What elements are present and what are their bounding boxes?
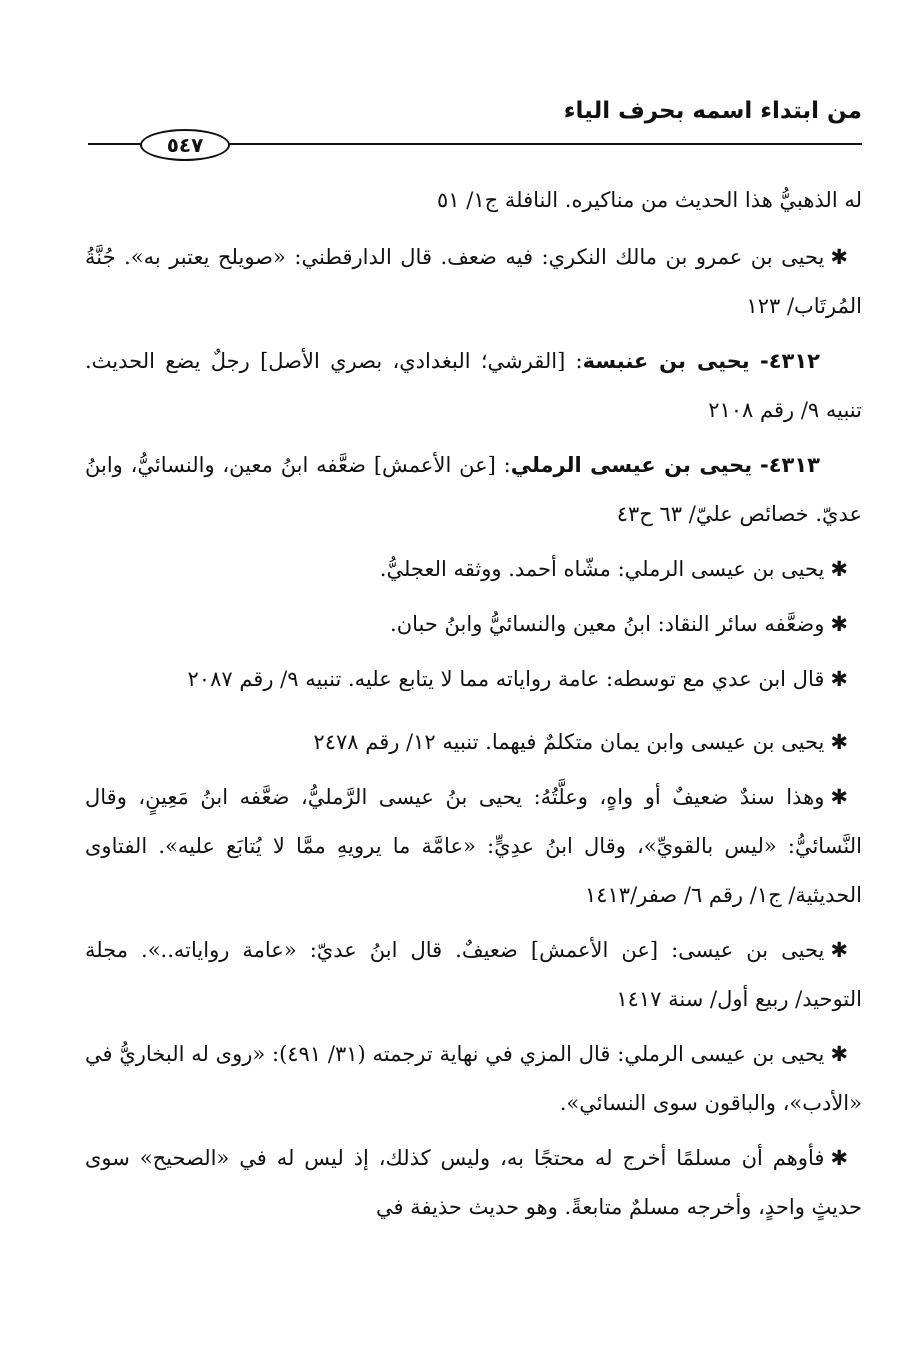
running-title: من ابتداء اسمه بحرف الياء <box>563 98 862 124</box>
star-icon: ✱ <box>830 938 848 962</box>
entry-name: يحيى بن عيسى الرملي <box>510 453 753 477</box>
star-icon: ✱ <box>830 1042 848 1066</box>
star-note <box>85 926 862 1024</box>
paragraph-text: يحيى بن عيسى: [عن الأعمش] ضعيفٌ. قال ابنُ عديّ: «عامة رواياته..». مجلة التوحيد/ ربيع أول/ سنة ١٤١٧ <box>85 938 862 1011</box>
star-icon: ✱ <box>830 730 848 754</box>
paragraph-text: : [عن الأعمش] ضعَّفه ابنُ معين، والنسائيُّ، وابنُ عديّ. خصائص عليّ/ ٦٣ ح٤٣ <box>85 453 862 526</box>
paragraph-text: يحيى بن عيسى وابن يمان متكلمٌ فيهما. تنبيه ١٢/ رقم ٢٤٧٨ <box>313 730 825 754</box>
star-note <box>85 655 862 704</box>
page-body <box>85 176 862 1238</box>
entry-4312 <box>85 337 862 435</box>
paragraph-text: له الذهبيُّ هذا الحديث من مناكيره. النافلة ج١/ ٥١ <box>437 188 862 212</box>
star-icon: ✱ <box>830 557 848 581</box>
paragraph-text: يحيى بن عيسى الرملي: مشّاه أحمد. ووثقه العجليُّ. <box>379 557 825 581</box>
paragraph-text: وهذا سندٌ ضعيفٌ أو واهٍ، وعلَّتُهُ: يحيى بنُ عيسى الرَّمليُّ، ضعَّفه ابنُ مَعِينٍ، وقال النَّسائيُّ: «ليس بالقويِّ»، وقال ابنُ عدِيٍّ: «عامَّة ما يرويهِ ممَّا لا يُتابَع عليه». الفتاوى الحديثية/ ج١/ رقم ٦/ صفر/١٤١٣ <box>85 785 862 907</box>
paragraph-text: يحيى بن عمرو بن مالك النكري: فيه ضعف. قال الدارقطني: «صويلح يعتبر به». جُنَّةُ المُرتَاب/ ١٢٣ <box>85 245 862 318</box>
paragraph-text: فأوهم أن مسلمًا أخرج له محتجًا به، وليس كذلك، إذ ليس له في «الصحيح» سوى حديثٍ واحدٍ، وأخرجه مسلمٌ متابعةً. وهو حديث حذيفة في <box>85 1146 862 1219</box>
star-icon: ✱ <box>830 1146 848 1170</box>
paragraph-text: وضعَّفه سائر النقاد: ابنُ معين والنسائيُّ وابنُ حبان. <box>390 612 825 636</box>
star-note <box>85 233 862 331</box>
page-number-badge: ٥٤٧ <box>140 129 230 161</box>
star-note <box>85 1030 862 1128</box>
paragraph-text: قال ابن عدي مع توسطه: عامة رواياته مما لا يتابع عليه. تنبيه ٩/ رقم ٢٠٨٧ <box>187 667 825 691</box>
star-note <box>85 773 862 920</box>
entry-number: ٤٣١٢- <box>760 349 820 373</box>
paragraph-text: يحيى بن عيسى الرملي: قال المزي في نهاية ترجمته (٣١/ ٤٩١): «روى له البخاريُّ في «الأدب»، والباقون سوى النسائي». <box>85 1042 862 1115</box>
star-icon: ✱ <box>830 612 848 636</box>
star-icon: ✱ <box>830 245 848 269</box>
entry-4313 <box>85 441 862 539</box>
star-note <box>85 600 862 649</box>
star-icon: ✱ <box>830 667 848 691</box>
entry-number: ٤٣١٣- <box>760 453 820 477</box>
star-note <box>85 718 862 767</box>
entry-name: يحيى بن عنبسة <box>582 349 750 373</box>
page-header <box>88 98 862 158</box>
star-note <box>85 545 862 594</box>
star-note <box>85 1134 862 1232</box>
paragraph-text: : [القرشي؛ البغدادي، بصري الأصل] رجلٌ يضع الحديث. تنبيه ٩/ رقم ٢١٠٨ <box>85 349 862 422</box>
paragraph-continuation <box>85 176 862 225</box>
star-icon: ✱ <box>830 785 848 809</box>
